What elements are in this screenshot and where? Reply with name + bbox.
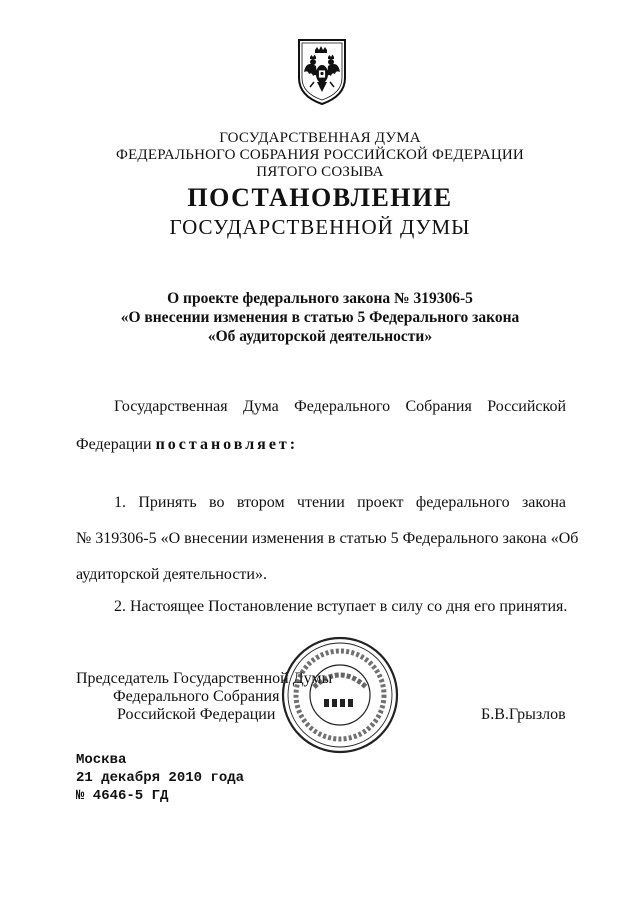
subject-line3: «Об аудиторской деятельности»	[207, 328, 433, 345]
org-name-line2: ФЕДЕРАЛЬНОГО СОБРАНИЯ РОССИЙСКОЙ ФЕДЕРАЦИИ	[116, 147, 524, 163]
document-subtitle: ГОСУДАРСТВЕННОЙ ДУМЫ	[169, 215, 471, 239]
coat-of-arms-icon	[296, 38, 348, 106]
org-name-line1: ГОСУДАРСТВЕННАЯ ДУМА	[219, 130, 421, 146]
subject-line2: «О внесении изменения в статью 5 Федерального закона	[120, 309, 520, 326]
item1-line3: аудиторской деятельности».	[76, 566, 267, 583]
document-number: № 4646-5 ГД	[76, 788, 169, 804]
convocation: ПЯТОГО СОЗЫВА	[256, 164, 384, 180]
signatory-position-line2: Федерального Собрания	[113, 688, 280, 705]
preamble-line1: Государственная Дума Федерального Собрания Российской	[114, 398, 567, 415]
document-title: ПОСТАНОВЛЕНИЕ	[187, 183, 453, 212]
signatory-name: Б.В.Грызлов	[481, 706, 566, 723]
item1-line1: 1. Принять во втором чтении проект федерального закона	[114, 494, 566, 511]
date: 21 декабря 2010 года	[76, 770, 245, 786]
resolves-word: постановляет:	[155, 436, 299, 453]
signatory-position-line3: Российской Федерации	[117, 706, 276, 723]
subject-line1: О проекте федерального закона № 319306-5	[167, 290, 473, 307]
official-stamp	[280, 635, 400, 755]
item1-line2: № 319306-5 «О внесении изменения в статью 5 Федерального закона «Об	[76, 530, 579, 547]
signatory-position-line1: Председатель Государственной Думы	[76, 670, 333, 687]
item2: 2. Настоящее Постановление вступает в силу со дня его принятия.	[114, 598, 568, 615]
preamble-line2: Федерации постановляет:	[76, 436, 299, 453]
city: Москва	[76, 752, 127, 768]
